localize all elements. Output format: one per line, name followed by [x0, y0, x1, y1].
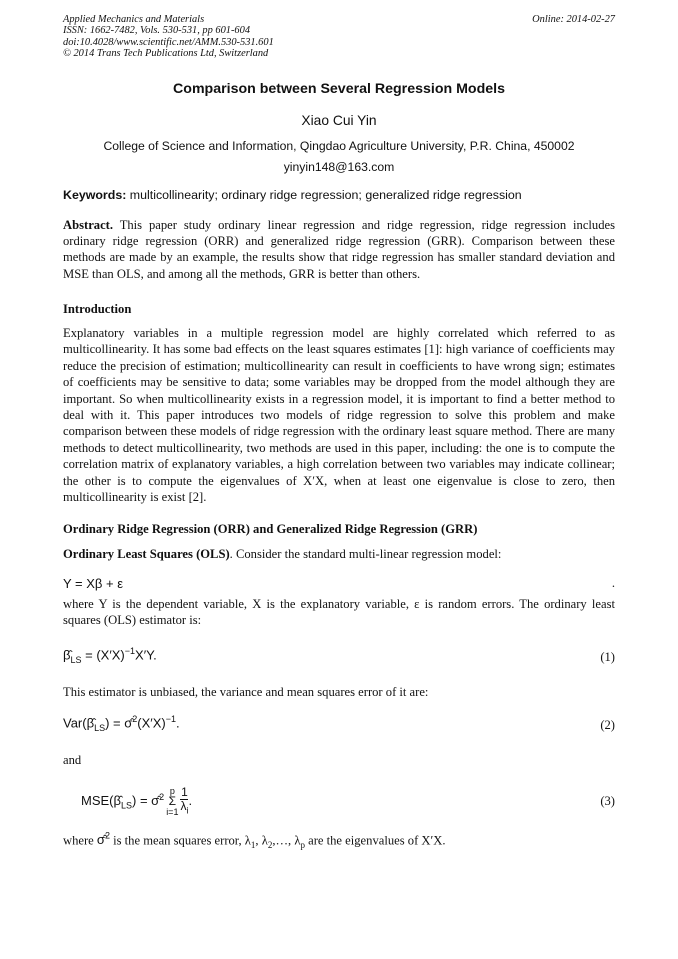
abstract-paragraph — [63, 217, 615, 282]
introduction-heading: Introduction — [63, 302, 132, 316]
equation-1 — [63, 646, 615, 674]
section-heading: Ordinary Ridge Regression (ORR) and Generalized Ridge Regression (GRR) — [63, 522, 478, 536]
journal-doi: doi:10.4028/www.scientific.net/AMM.530-531.601 — [63, 36, 274, 48]
equation-3-expr: $MSE(\betâ_{LS})$ = σ̂$^2$p Σ i=1 $\frac{1}{\lambda_i}$ . — [81, 785, 193, 818]
paper-title: Comparison between Several Regression Models — [173, 81, 505, 97]
author-affiliation: College of Science and Information, Qingdao Agriculture University, P.R. China, 450002 — [103, 139, 575, 153]
keywords-label: Keywords: — [63, 188, 127, 202]
ols-paragraph — [63, 546, 615, 562]
and-text: and — [63, 753, 82, 767]
equation-1-expr: $\betâ_{LS} = (X'X)^{-1}X'Y$. — [63, 646, 157, 665]
keywords-line — [63, 188, 522, 202]
ols-label: Ordinary Least Squares (OLS) — [63, 547, 230, 561]
equation-1-number: (1) — [600, 650, 615, 664]
equation-2-number: (2) — [600, 718, 615, 732]
author-name: Xiao Cui Yin — [301, 113, 377, 128]
fraction: $\frac{1}{\lambda_i}$ — [180, 785, 189, 816]
unbiased-paragraph: This estimator is unbiased, the variance and mean squares error of it are: — [63, 685, 429, 699]
journal-issn: ISSN: 1662-7482, Vols. 530-531, pp 601-604 — [63, 25, 251, 37]
where2-d: ,…, λ — [272, 833, 301, 848]
keywords-text: multicollinearity; ordinary ridge regression; generalized ridge regression — [126, 188, 522, 202]
ols-text: . Consider the standard multi-linear regression model: — [229, 547, 502, 561]
introduction-paragraph: Explanatory variables in a multiple regression model are highly correlated which referred to as multicollinearity. It has some bad effects on the least squares estimates [1]: high variance of coefficients may reduce the precision of estimation; multicollinearity can result in coefficients to have wrong sign; estimates of coefficients may be sensitive to data; some variables may be dropped from the model although they are important. So when multicollinearity exists in a regression model, it is important to find a better method to deal with it. This paper introduces two models of ridge regression to solve this problem and make comparison between these models of ridge regression with the ordinary least square method. There are many methods to detect multicollinearity, two methods are used in this paper, including: the one is to compute the correlation matrix of explanatory variables, a high correlation between two variables may indicate collinear; the other is to compute the eigenvalues of X′X, when at least one eigenvalue is close to zero, then multicollinearity is exist [2]. — [63, 326, 615, 505]
where2-e: are the eigenvalues of X′X. — [304, 833, 446, 848]
summation-symbol: p Σ i=1 — [166, 786, 179, 818]
equation-2 — [63, 714, 615, 742]
journal-name: Applied Mechanics and Materials — [63, 14, 205, 25]
equation-3 — [63, 784, 615, 824]
where2-a: where — [63, 833, 97, 848]
where-paragraph-1: where Y is the dependent variable, X is the explanatory variable, ε is random errors. The ordinary least squares (OLS) estimator is: — [63, 597, 615, 628]
where2-b: is the mean squares error, λ — [109, 833, 251, 848]
journal-header — [63, 14, 615, 60]
where2-c: , λ — [255, 833, 268, 848]
equation-2-expr: $Var(\betâ_{LS})$ = $\sigmâ^2(X'X)^{-1}$. — [63, 714, 180, 733]
sigma-hat-squared: σ̂$^2$ — [96, 831, 110, 848]
abstract-text: This paper study ordinary linear regression and ridge regression, ridge regression includes ordinary ridge regression (ORR) and generalized ridge regression (GRR). Comparison between these methods are made by an example, the results show that ridge regression has smaller standard deviation and MSE than OLS, and among all the methods, GRR is better than others. — [63, 218, 615, 281]
model-equation — [63, 576, 615, 596]
online-date: Online: 2014-02-27 — [532, 14, 615, 25]
model-equation-expr: Y = Xβ + ε — [63, 576, 124, 591]
equation-3-number: (3) — [600, 794, 615, 808]
author-email: yinyin148@163.com — [283, 160, 395, 174]
journal-copyright: © 2014 Trans Tech Publications Ltd, Switzerland — [63, 48, 269, 60]
where-paragraph-2: where σ̂$^2$ is the mean squares error, $\lambda_1$, $\lambda_2,\dots$, $\lambda_p$ are the eigenvalues of X′X. — [63, 831, 446, 850]
model-equation-dot: . — [611, 576, 615, 590]
abstract-label: Abstract. — [63, 218, 114, 232]
